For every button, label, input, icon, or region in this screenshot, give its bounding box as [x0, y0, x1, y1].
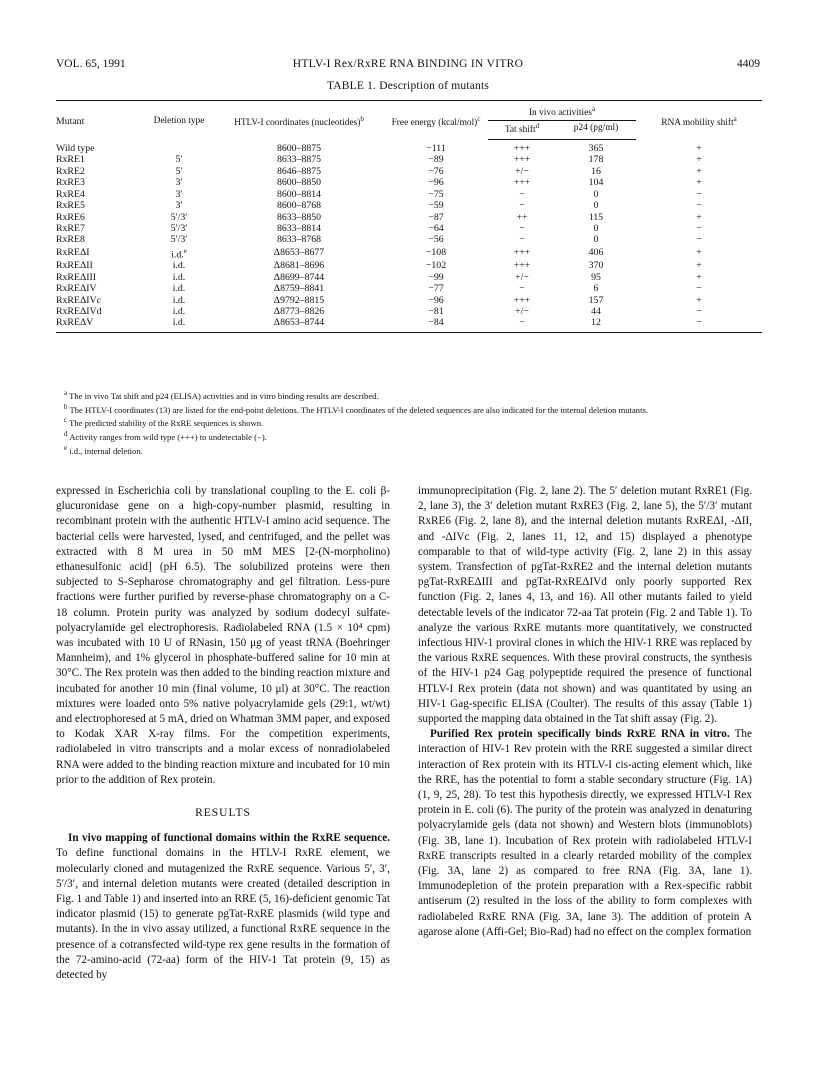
table-row [56, 295, 762, 306]
cell-coordinates: 8633–8875 [276, 154, 322, 166]
col-header-tat-shift: Tat shift$^d$ [488, 120, 556, 140]
table-row [56, 283, 762, 294]
cell-mutant: RxREΔIII [56, 271, 97, 283]
cell-mutant: RxREΔI [56, 247, 90, 259]
methods-paragraph: expressed in Escherichia coli by translational coupling to the E. coli β-glucuronidase gene on a high-copy-number plasmid, resulting in recombinant protein with the authentic HTLV-I amino acid sequence. The bacterial cells were harvested, lysed, and centrifuged, and the pellet was extracted with 8 M urea in 50 mM MES [2-(N-morpholino) ethanesulfonic acid] (pH 6.5). The solubilized proteins were then subjected to S-Sepharose chromatography and gel filtration. Less-pure fractions were further purified by reverse-phase chromatography on a C-18 column. Protein purity was analyzed by sodium dodecyl sulfate-polyacrylamide gel electrophoresis. Radiolabeled RNA (1.5 × 10⁴ cpm) was incubated with 10 U of RNasin, 150 μg of yeast tRNA (Boehringer Mannheim), and 1% glycerol in phosphate-buffered saline for 10 min at 30°C. The Rex protein was then added to the binding reaction mixture and incubated for another 10 min (final volume, 10 μl) at 30°C. The reaction mixtures were loaded onto 5% native polyacrylamide gels (29:1, wt/wt) and electrophoresed at 5 mA, dried on Whatman 3MM paper, and exposed to Kodak XAR X-ray films. For the competition experiments, radiolabeled in vitro transcripts and a molar excess of nonradiolabeled RNA were added to the binding reaction mixture and incubated for 10 min prior to the addition of Rex protein. [56, 485, 390, 786]
cell-mutant: Wild type [56, 142, 95, 154]
cell-free-energy: −59 [428, 200, 444, 212]
cell-mutant: RxRE5 [56, 200, 85, 212]
cell-p24: 157 [588, 294, 604, 306]
cell-rna-mobility: − [636, 317, 762, 332]
cell-free-energy: −77 [428, 283, 444, 295]
cell-coordinates: Δ9792–8815 [273, 294, 325, 306]
cell-p24: 95 [591, 271, 601, 283]
cell-rna-mobility: + [696, 142, 702, 154]
cell-coordinates: Δ8653–8744 [214, 317, 384, 332]
cell-tat-shift: +++ [513, 294, 531, 306]
cell-deletion-type: i.d. [144, 317, 214, 332]
cell-rna-mobility: − [696, 234, 702, 246]
col-header-in-vivo: In vivo activities$^a$ [488, 101, 636, 121]
cell-mutant: RxREΔV [56, 317, 144, 332]
cell-p24: 0 [593, 234, 599, 246]
cell-rna-mobility: + [696, 165, 702, 177]
cell-p24: 44 [591, 306, 601, 318]
footnote: $^c$ The predicted stability of the RxRE sequences is shown. [64, 416, 264, 429]
running-title: HTLV-I Rex/RxRE RNA BINDING IN VITRO [292, 58, 524, 70]
cell-deletion-type: i.d. [172, 283, 186, 295]
journal-volume: VOL. 65, 1991 [56, 58, 126, 70]
table-row [56, 317, 762, 332]
cell-deletion-type: i.d. [172, 260, 186, 272]
col-header-p24: p24 (pg/ml) [556, 120, 636, 140]
results-paragraph-continued: immunoprecipitation (Fig. 2, lane 2). The 5′ deletion mutant RxRE1 (Fig. 2, lane 3), the 3′ deletion mutant RxRE3 (Fig. 2, lane 5), the 5′/3′ mutant RxRE6 (Fig. 2, lane 8), and the internal deletion mutants RxREΔI, -ΔII, and -ΔIVc (Fig. 2, lanes 11, 12, and 15) displayed a phenotype comparable to that of wild-type activity (Fig. 2, lane 2) in this assay system. Transfection of pgTat-RxRE2 and the internal deletion mutants pgTat-RxREΔIII and pgTat-RxREΔIVd only poorly supported Rex function (Fig. 2, lanes 4, 13, and 16). All other mutants failed to yield detectable levels of the indicator 72-aa Tat protein (Fig. 2 and Table 1). To analyze the various RxRE mutants more quantitatively, we constructed infectious HIV-1 proviral clones in which the HIV-1 RRE was replaced by the various RxRE sequences. With these proviral constructs, the synthesis of the HIV-1 p24 Gag polypeptide required the presence of functional HTLV-I Rex protein (data not shown) and was quantitated by using an HIV-1 Gag-specific ELISA (Coulter). The results of this assay (Table 1) supported the mapping data obtained in the Tat shift assay (Fig. 2). [418, 485, 752, 726]
cell-deletion-type [144, 140, 214, 155]
cell-deletion-type: i.d. [172, 271, 186, 283]
table-row [56, 189, 762, 200]
results-paragraph-1-heading: In vivo mapping of functional domains within the RxRE sequence. [68, 832, 390, 845]
cell-mutant: RxRE1 [56, 154, 85, 166]
results-paragraph-2 [418, 727, 752, 940]
cell-coordinates: Δ8653–8677 [273, 247, 325, 259]
cell-rna-mobility: + [696, 294, 702, 306]
cell-rna-mobility: + [696, 154, 702, 166]
cell-coordinates: 8646–8875 [276, 165, 322, 177]
table-row [56, 166, 762, 177]
cell-rna-mobility: − [696, 222, 702, 234]
cell-coordinates: Δ8759–8841 [273, 283, 325, 295]
cell-tat-shift: − [488, 317, 556, 332]
right-column [418, 484, 752, 940]
cell-deletion-type: i.d. [172, 306, 186, 318]
cell-mutant: RxRE4 [56, 188, 85, 200]
cell-p24: 16 [591, 165, 601, 177]
cell-deletion-type: 5′/3′ [170, 234, 188, 246]
col-header-mutant: Mutant [56, 101, 144, 140]
cell-coordinates: Δ8773–8826 [273, 306, 325, 318]
results-paragraph-1-text: To define functional domains in the HTLV-I RxRE element, we molecularly cloned and mutagenized the RxRE sequence. Various 5′, 3′, 5′/3′, and internal deletion mutants were created (detailed description in Fig. 1 and Table 1) and inserted into an RRE (5, 16)-deficient genomic Tat indicator plasmid (15) to generate pgTat-RxRE plasmids (wild type and mutants). In the in vivo assay utilized, a functional RxRE sequence in the presence of a cotransfected wild-type rex gene results in the formation of the 72-amino-acid (72-aa) form of the HIV-1 Tat protein (9, 15) as detected by [56, 847, 390, 982]
cell-mutant: RxREΔIV [56, 283, 97, 295]
cell-p24: 178 [588, 154, 604, 166]
cell-tat-shift: − [519, 200, 525, 212]
table-row [56, 272, 762, 283]
cell-tat-shift: ++ [516, 211, 528, 223]
cell-free-energy: −76 [428, 165, 444, 177]
table-row [56, 212, 762, 223]
col-header-deletion-type: Deletion type [144, 101, 214, 140]
left-column [56, 484, 390, 983]
cell-free-energy: −89 [428, 154, 444, 166]
cell-mutant: RxREΔIVd [56, 306, 102, 318]
cell-deletion-type: i.d. [172, 294, 186, 306]
table-row [56, 223, 762, 234]
table-row [56, 260, 762, 271]
results-paragraph-2-heading: Purified Rex protein specifically binds RxRE RNA in vitro. [430, 728, 730, 741]
cell-free-energy: −96 [428, 294, 444, 306]
cell-mutant: RxREΔII [56, 260, 93, 272]
cell-rna-mobility: − [696, 188, 702, 200]
cell-tat-shift: +++ [513, 154, 531, 166]
cell-deletion-type: i.d.$^e$ [171, 246, 187, 260]
page-number: 4409 [737, 58, 760, 70]
cell-mutant: RxRE6 [56, 211, 85, 223]
results-heading: RESULTS [195, 807, 251, 820]
table-row [56, 306, 762, 317]
cell-p24: 0 [593, 200, 599, 212]
cell-p24: 0 [593, 222, 599, 234]
cell-mutant: RxRE8 [56, 234, 85, 246]
cell-mutant: RxRE2 [56, 165, 85, 177]
cell-tat-shift: +/− [515, 271, 529, 283]
cell-rna-mobility: + [696, 271, 702, 283]
table-footnotes [56, 388, 762, 456]
cell-p24: 6 [593, 283, 599, 295]
table-row [56, 200, 762, 211]
cell-tat-shift: +++ [513, 177, 531, 189]
cell-free-energy: −87 [428, 211, 444, 223]
table-row [56, 246, 762, 261]
cell-tat-shift: +++ [513, 247, 531, 259]
footnote: $^e$ i.d., internal deletion. [64, 443, 143, 456]
cell-tat-shift: − [519, 222, 525, 234]
cell-p24: 0 [593, 188, 599, 200]
cell-coordinates: 8600–8875 [276, 142, 322, 154]
cell-p24: 406 [588, 247, 604, 259]
cell-free-energy: −84 [384, 317, 488, 332]
cell-deletion-type: 5′/3′ [170, 222, 188, 234]
cell-deletion-type: 5′ [175, 165, 183, 177]
col-header-free-energy: Free energy (kcal/mol)$^c$ [384, 101, 488, 140]
cell-free-energy: −108 [425, 247, 447, 259]
cell-deletion-type: 5′/3′ [170, 211, 188, 223]
cell-rna-mobility: − [696, 283, 702, 295]
cell-tat-shift: +/− [515, 306, 529, 318]
cell-tat-shift: +++ [513, 143, 531, 155]
cell-rna-mobility: + [696, 260, 702, 272]
cell-free-energy: −96 [428, 177, 444, 189]
cell-tat-shift: − [519, 234, 525, 246]
cell-coordinates: 8633–8768 [276, 234, 322, 246]
cell-deletion-type: 3′ [175, 200, 183, 212]
cell-deletion-type: 3′ [175, 177, 183, 189]
cell-free-energy: −102 [425, 260, 447, 272]
cell-p24: 12 [556, 317, 636, 332]
footnote: $^a$ The in vivo Tat shift and p24 (ELISA) activities and in vitro binding results are described. [64, 389, 379, 401]
cell-free-energy: −111 [426, 142, 446, 154]
cell-rna-mobility: − [696, 306, 702, 318]
cell-tat-shift: +++ [513, 260, 531, 272]
cell-rna-mobility: + [696, 247, 702, 259]
cell-free-energy: −99 [428, 271, 444, 283]
cell-mutant: RxRE3 [56, 177, 85, 189]
cell-coordinates: 8633–8850 [276, 211, 322, 223]
table-title: TABLE 1. Description of mutants [326, 80, 490, 92]
cell-free-energy: −64 [428, 222, 444, 234]
cell-coordinates: 8600–8850 [276, 177, 322, 189]
cell-tat-shift: +/− [515, 165, 529, 177]
cell-coordinates: Δ8681–8696 [273, 260, 325, 272]
cell-rna-mobility: + [696, 211, 702, 223]
cell-p24: 365 [588, 143, 604, 155]
cell-coordinates: 8600–8814 [276, 188, 322, 200]
page-header [56, 58, 760, 74]
cell-free-energy: −81 [428, 306, 444, 318]
cell-rna-mobility: + [696, 177, 702, 189]
footnote: $^d$ Activity ranges from wild type (+++) to undetectable (−). [64, 429, 267, 442]
cell-free-energy: −75 [428, 188, 444, 200]
cell-rna-mobility: − [696, 200, 702, 212]
cell-p24: 104 [588, 177, 604, 189]
results-paragraph-1 [56, 831, 390, 983]
cell-coordinates: 8633–8814 [276, 222, 322, 234]
cell-mutant: RxREΔIVc [56, 294, 101, 306]
table-row [56, 140, 762, 155]
footnote: $^b$ The HTLV-I coordinates (13) are listed for the end-point deletions. The HTLV-I coordinates of the deleted sequences are also indicated for the internal deletion mutants. [64, 402, 648, 415]
results-paragraph-2-text: The interaction of HIV-1 Rev protein with the RRE suggested a similar direct interaction of Rex protein with its HTLV-I cis-acting element which, like the RRE, has the potential to form a stable secondary structure (Fig. 1A) (1, 9, 25, 28). To test this hypothesis directly, we expressed HTLV-I Rex protein in E. coli (6). The purity of the protein was analyzed in denaturing polyacrylamide gels (data not shown) and Western blots (immunoblots) (Fig. 3B, lane 1). Incubation of Rex protein with radiolabeled HTLV-I RxRE transcripts resulted in a clearly retarded mobility of the complex (Fig. 3A, lane 2) as compared to free RNA (Fig. 3A, lane 1). Immunodepletion of the protein preparation with a Rex-specific rabbit antiserum (2) resulted in the loss of the ability to form complexes with radiolabeled RxRE RNA (Fig. 3A, lane 3). The addition of protein A agarose alone (Affi-Gel; Bio-Rad) had no effect on the complex formation [418, 728, 752, 938]
col-header-rna-mobility: RNA mobility shift$^a$ [636, 101, 762, 140]
cell-deletion-type: 3′ [175, 188, 183, 200]
cell-tat-shift: − [519, 188, 525, 200]
mutants-table-body [56, 140, 762, 333]
cell-mutant: RxRE7 [56, 222, 85, 234]
table-row [56, 234, 762, 245]
cell-coordinates: Δ8699–8744 [273, 271, 325, 283]
mutants-table [56, 100, 762, 333]
cell-coordinates: 8600–8768 [276, 200, 322, 212]
col-header-coordinates: HTLV-I coordinates (nucleotides)$^b$ [214, 101, 384, 140]
cell-p24: 370 [588, 260, 604, 272]
table-row [56, 154, 762, 165]
table-row [56, 177, 762, 188]
cell-p24: 115 [588, 211, 604, 223]
cell-tat-shift: − [519, 283, 525, 295]
cell-deletion-type: 5′ [175, 154, 183, 166]
cell-free-energy: −56 [428, 234, 444, 246]
